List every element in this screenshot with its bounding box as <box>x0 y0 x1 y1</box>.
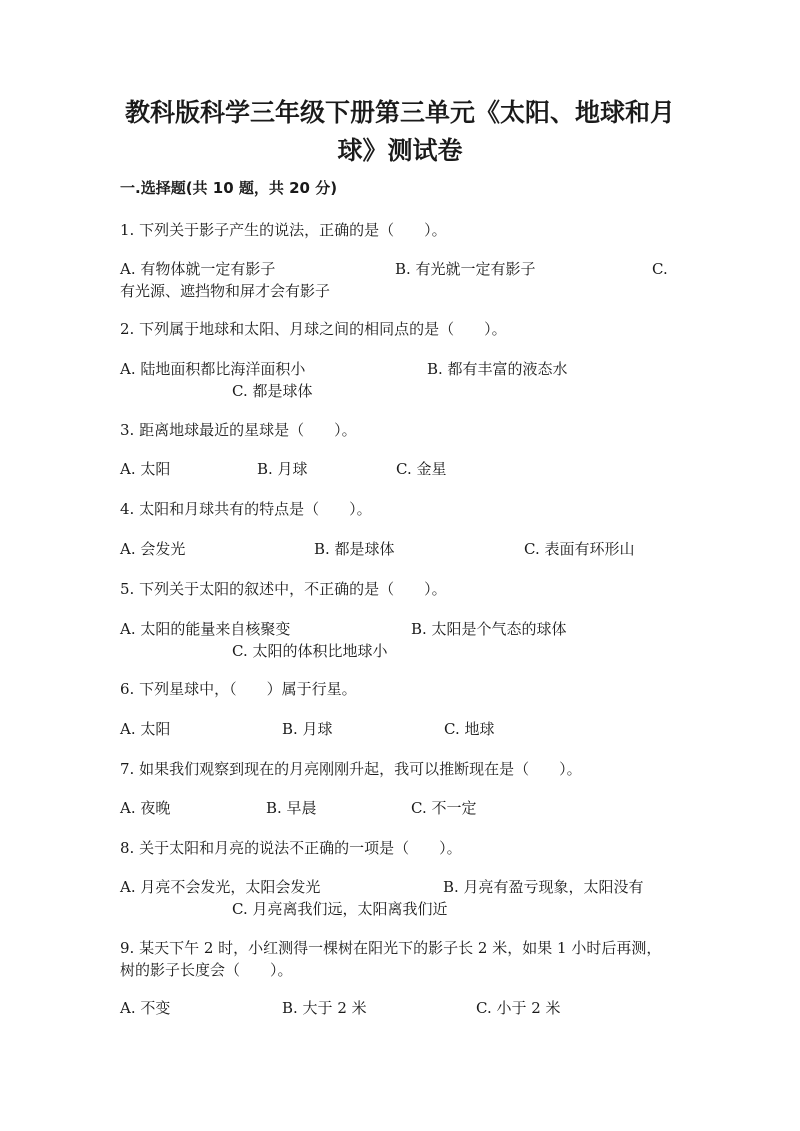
option-c: C. 不一定 <box>411 799 477 817</box>
question-stem: 7. 如果我们观察到现在的月亮刚刚升起，我可以推断现在是（ ）。 <box>120 760 582 778</box>
question-stem: 8. 关于太阳和月亮的说法不正确的一项是（ ）。 <box>120 839 462 857</box>
question-1 <box>120 219 670 241</box>
question-8-options <box>120 876 670 920</box>
question-7 <box>120 758 670 780</box>
option-b: B. 月球 <box>257 460 308 478</box>
option-a: A. 夜晚 <box>120 799 171 817</box>
question-4-options <box>120 538 670 582</box>
option-a: A. 有物体就一定有影子 <box>120 260 276 278</box>
option-c: C. <box>652 260 668 278</box>
question-stem: 4. 太阳和月球共有的特点是（ ）。 <box>120 500 372 518</box>
option-b: B. 都有丰富的液态水 <box>427 360 568 378</box>
option-b: B. 大于 2 米 <box>282 999 367 1017</box>
question-3 <box>120 419 670 441</box>
question-stem: 1. 下列关于影子产生的说法，正确的是（ ）。 <box>120 221 447 239</box>
option-a: A. 不变 <box>120 999 171 1017</box>
option-c-text: 有光源、遮挡物和屏才会有影子 <box>120 282 331 300</box>
question-2 <box>120 318 670 340</box>
document-title: 教科版科学三年级下册第三单元《太阳、地球和月球》测试卷 <box>124 98 675 165</box>
option-c: C. 地球 <box>444 720 495 738</box>
option-a: A. 太阳的能量来自核聚变 <box>120 620 291 638</box>
option-c: C. 小于 2 米 <box>476 999 561 1017</box>
question-stem: 5. 下列关于太阳的叙述中，不正确的是（ ）。 <box>120 580 447 598</box>
option-b: B. 月球 <box>282 720 333 738</box>
question-6 <box>120 678 670 700</box>
question-stem: 9. 某天下午 2 时，小红测得一棵树在阳光下的影子长 2 米，如果 1 小时后再测，树的影子长度会（ ）。 <box>120 939 662 979</box>
question-6-options <box>120 718 670 762</box>
option-c: C. 月亮离我们远，太阳离我们近 <box>232 900 448 918</box>
option-b: B. 都是球体 <box>314 540 395 558</box>
option-c: C. 金星 <box>396 460 447 478</box>
option-a: A. 陆地面积都比海洋面积小 <box>120 360 306 378</box>
option-a: A. 会发光 <box>120 540 186 558</box>
question-1-options <box>120 258 670 302</box>
option-c: C. 太阳的体积比地球小 <box>232 642 388 660</box>
question-5-options <box>120 618 670 662</box>
option-a: A. 月亮不会发光，太阳会发光 <box>120 878 321 896</box>
question-8 <box>120 837 670 859</box>
option-c: C. 都是球体 <box>232 382 313 400</box>
option-a: A. 太阳 <box>120 720 171 738</box>
question-stem: 3. 距离地球最近的星球是（ ）。 <box>120 421 357 439</box>
option-b: B. 月亮有盈亏现象，太阳没有 <box>443 878 644 896</box>
option-c: C. 表面有环形山 <box>524 540 635 558</box>
question-2-options <box>120 358 670 402</box>
question-5 <box>120 578 670 600</box>
question-stem: 6. 下列星球中，（ ）属于行星。 <box>120 680 357 698</box>
section-heading: 一.选择题(共 10 题，共 20 分) <box>120 179 338 197</box>
option-a: A. 太阳 <box>120 460 171 478</box>
question-4 <box>120 498 670 520</box>
question-stem: 2. 下列属于地球和太阳、月球之间的相同点的是（ ）。 <box>120 320 507 338</box>
option-b: B. 有光就一定有影子 <box>395 260 536 278</box>
question-7-options <box>120 797 670 841</box>
question-9 <box>120 937 670 981</box>
option-b: B. 早晨 <box>266 799 317 817</box>
option-b: B. 太阳是个气态的球体 <box>411 620 567 638</box>
question-3-options <box>120 458 670 502</box>
question-9-options <box>120 997 670 1041</box>
